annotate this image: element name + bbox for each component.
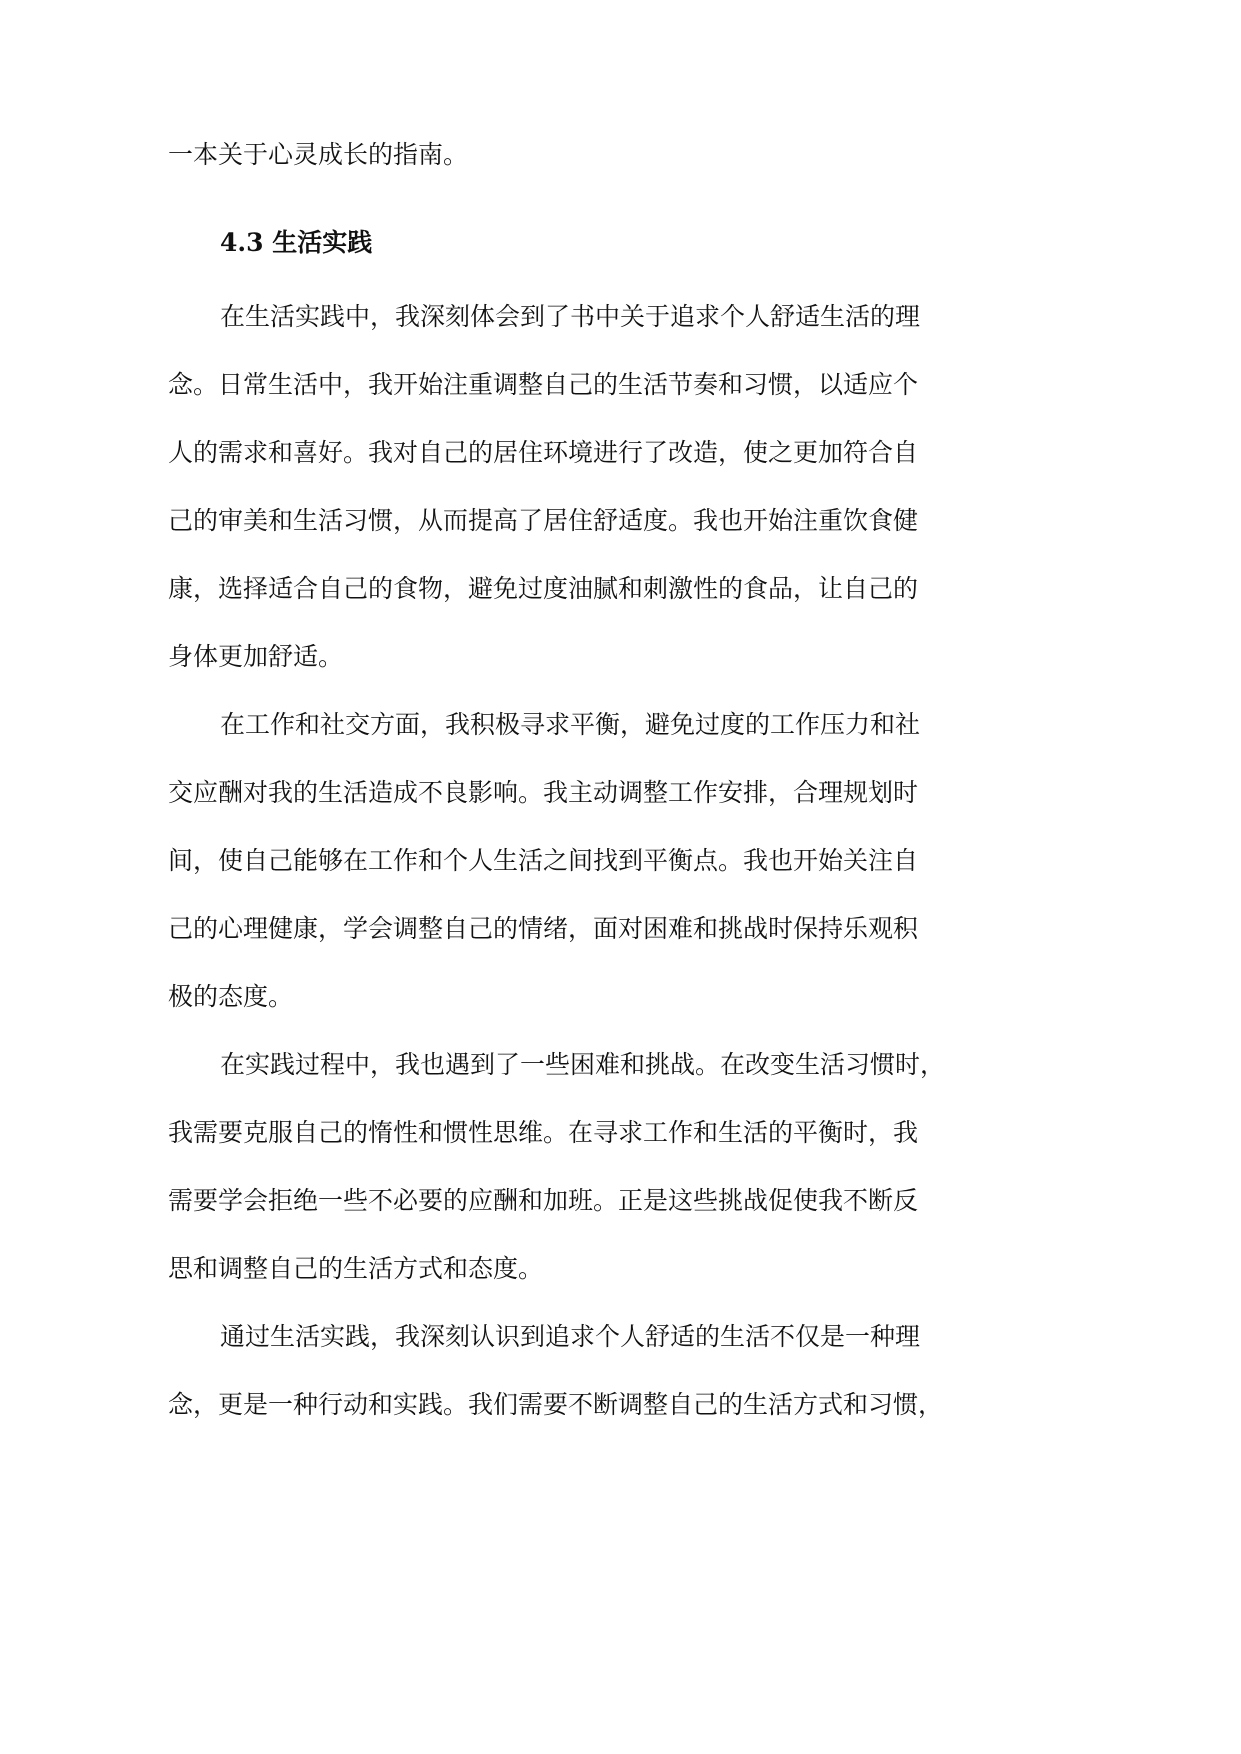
- paragraph-4: [168, 1303, 944, 1439]
- paragraph-line: 在生活实践中，我深刻体会到了书中关于追求个人舒适生活的理: [220, 302, 921, 331]
- paragraph-line: 身体更加舒适。: [168, 642, 344, 671]
- paragraph-line: 思和调整自己的生活方式和态度。: [168, 1254, 544, 1283]
- paragraph-line: 己的心理健康，学会调整自己的情绪，面对困难和挑战时保持乐观积: [168, 914, 919, 943]
- paragraph-1: [168, 283, 944, 691]
- document-page: [168, 127, 944, 1439]
- paragraph-line: 需要学会拒绝一些不必要的应酬和加班。正是这些挑战促使我不断反: [168, 1186, 919, 1215]
- paragraph-line: 在工作和社交方面，我积极寻求平衡，避免过度的工作压力和社: [220, 710, 921, 739]
- continued-text-line: 一本关于心灵成长的指南。: [168, 140, 469, 169]
- paragraph-line: 人的需求和喜好。我对自己的居住环境进行了改造，使之更加符合自: [168, 438, 919, 467]
- paragraph-line: 在实践过程中，我也遇到了一些困难和挑战。在改变生活习惯时，: [220, 1050, 946, 1079]
- paragraph-line: 通过生活实践，我深刻认识到追求个人舒适的生活不仅是一种理: [220, 1322, 921, 1351]
- paragraph-line: 康，选择适合自己的食物，避免过度油腻和刺激性的食品，让自己的: [168, 574, 919, 603]
- paragraph-line: 念，更是一种行动和实践。我们需要不断调整自己的生活方式和习惯，: [168, 1390, 944, 1419]
- paragraph-line: 极的态度。: [168, 982, 294, 1011]
- paragraph-2: [168, 691, 944, 1031]
- paragraph-line: 己的审美和生活习惯，从而提高了居住舒适度。我也开始注重饮食健: [168, 506, 919, 535]
- paragraph-line: 交应酬对我的生活造成不良影响。我主动调整工作安排，合理规划时: [168, 778, 919, 807]
- paragraph-line: 念。日常生活中，我开始注重调整自己的生活节奏和习惯，以适应个: [168, 370, 919, 399]
- paragraph-line: 我需要克服自己的惰性和惯性思维。在寻求工作和生活的平衡时，我: [168, 1118, 919, 1147]
- paragraph-line: 间，使自己能够在工作和个人生活之间找到平衡点。我也开始关注自: [168, 846, 919, 875]
- paragraph-3: [168, 1031, 944, 1303]
- section-heading: 4.3 生活实践: [220, 228, 373, 257]
